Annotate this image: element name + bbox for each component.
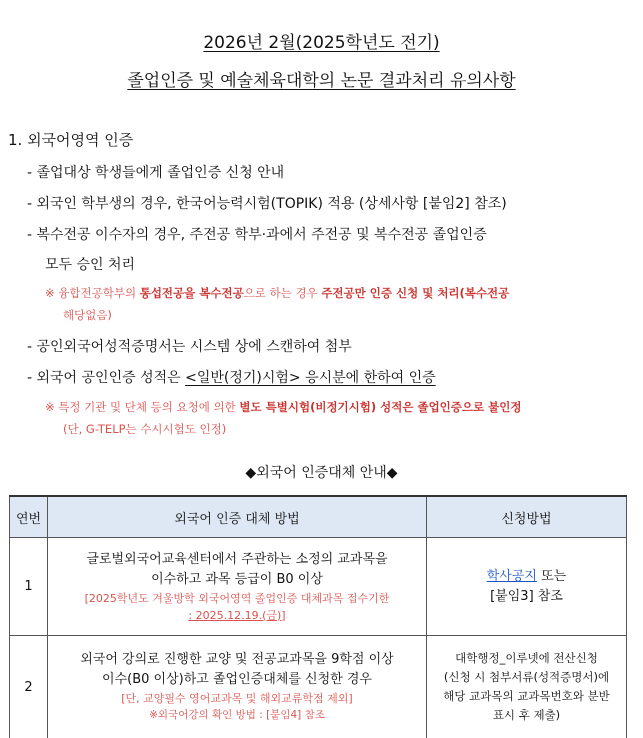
list-item-continuation: 모두 승인 처리 — [45, 254, 135, 274]
substitute-table — [9, 495, 627, 738]
note-line-continuation: (단, G-TELP는 수시시험도 인정) — [63, 421, 226, 437]
apply-text: 또는 — [537, 569, 566, 584]
method-text: 이수(B0 이상)하고 졸업인증대체를 신청한 경우 — [49, 670, 425, 690]
row-apply — [427, 538, 627, 636]
document-subtitle: 졸업인증 및 예술체육대학의 논문 결과처리 유의사항 — [0, 66, 643, 91]
note-text: 특정 기관 및 단체 등의 요청에 의한 — [55, 400, 240, 414]
note-text: 으로 하는 경우 — [244, 286, 322, 300]
document-title: 2026년 2월(2025학년도 전기) — [0, 28, 643, 53]
apply-text: 해당 교과목의 교과목번호와 분반 — [428, 687, 625, 706]
row-method — [48, 538, 427, 636]
table-header-row — [10, 496, 627, 538]
apply-text: 표시 후 제출) — [428, 706, 625, 725]
method-text: 글로벌외국어교육센터에서 주관하는 소정의 교과목을 — [49, 550, 425, 570]
note-line-continuation: 해당없음) — [63, 307, 112, 323]
list-item-text: - 외국어 공인인증 성적은 — [27, 370, 185, 386]
note-emphasis: 주전공만 인증 신청 및 처리(복수전공 — [321, 286, 509, 300]
method-text: 이수하고 과목 등급이 B0 이상 — [49, 570, 425, 590]
table-row — [10, 538, 627, 636]
header-number: 연번 — [10, 496, 48, 538]
note-emphasis: 별도 특별시험(비정기시험) 성적은 졸업인증으로 불인정 — [239, 400, 521, 414]
exclusion-note: [단, 교양필수 영어교과목 및 해외교류학점 제외] — [49, 690, 425, 707]
note-text: 융합전공학부의 — [55, 286, 140, 300]
table-title: ◆외국어 인증대체 안내◆ — [0, 462, 643, 482]
notice-link[interactable]: 학사공지 — [487, 569, 537, 584]
row-number: 1 — [10, 538, 48, 636]
list-item: - 졸업대상 학생들에게 졸업인증 신청 안내 — [27, 162, 284, 182]
list-item: - 외국인 학부생의 경우, 한국어능력시험(TOPIK) 적용 (상세사항 [붙임2] 참조) — [27, 193, 507, 213]
header-method: 외국어 인증 대체 방법 — [48, 496, 427, 538]
section-heading: 1. 외국어영역 인증 — [8, 129, 133, 150]
method-text: 외국어 강의로 진행한 교양 및 전공교과목을 9학점 이상 — [49, 650, 425, 670]
apply-text: 대학행정_이루넷에 전산신청 — [428, 649, 625, 668]
list-item — [27, 367, 436, 387]
note-mark: ※ — [45, 286, 55, 300]
row-apply — [427, 636, 627, 738]
list-item: - 복수전공 이수자의 경우, 주전공 학부·과에서 주전공 및 복수전공 졸업인증 — [27, 224, 487, 244]
note-line — [45, 399, 521, 415]
row-number: 2 — [10, 636, 48, 738]
note-mark: ※ — [45, 400, 55, 414]
apply-text: (신청 시 첨부서류(성적증명서)에 — [428, 668, 625, 687]
check-method-note: ※외국어강의 확인 방법 : [붙임4] 참조 — [49, 707, 425, 724]
table-row — [10, 636, 627, 738]
deadline-date: : 2025.12.19.(금)] — [49, 607, 425, 624]
list-item: - 공인외국어성적증명서는 시스템 상에 스캔하여 첨부 — [27, 336, 352, 356]
header-apply: 신청방법 — [427, 496, 627, 538]
note-line — [45, 285, 509, 301]
list-item-underlined: <일반(정기)시험> 응시분에 한하여 인증 — [185, 370, 436, 386]
apply-text: [붙임3] 참조 — [428, 587, 625, 607]
row-method — [48, 636, 427, 738]
note-emphasis: 통섭전공을 복수전공 — [140, 286, 244, 300]
deadline-note: [2025학년도 겨울방학 외국어영역 졸업인증 대체과목 접수기한 — [49, 590, 425, 607]
